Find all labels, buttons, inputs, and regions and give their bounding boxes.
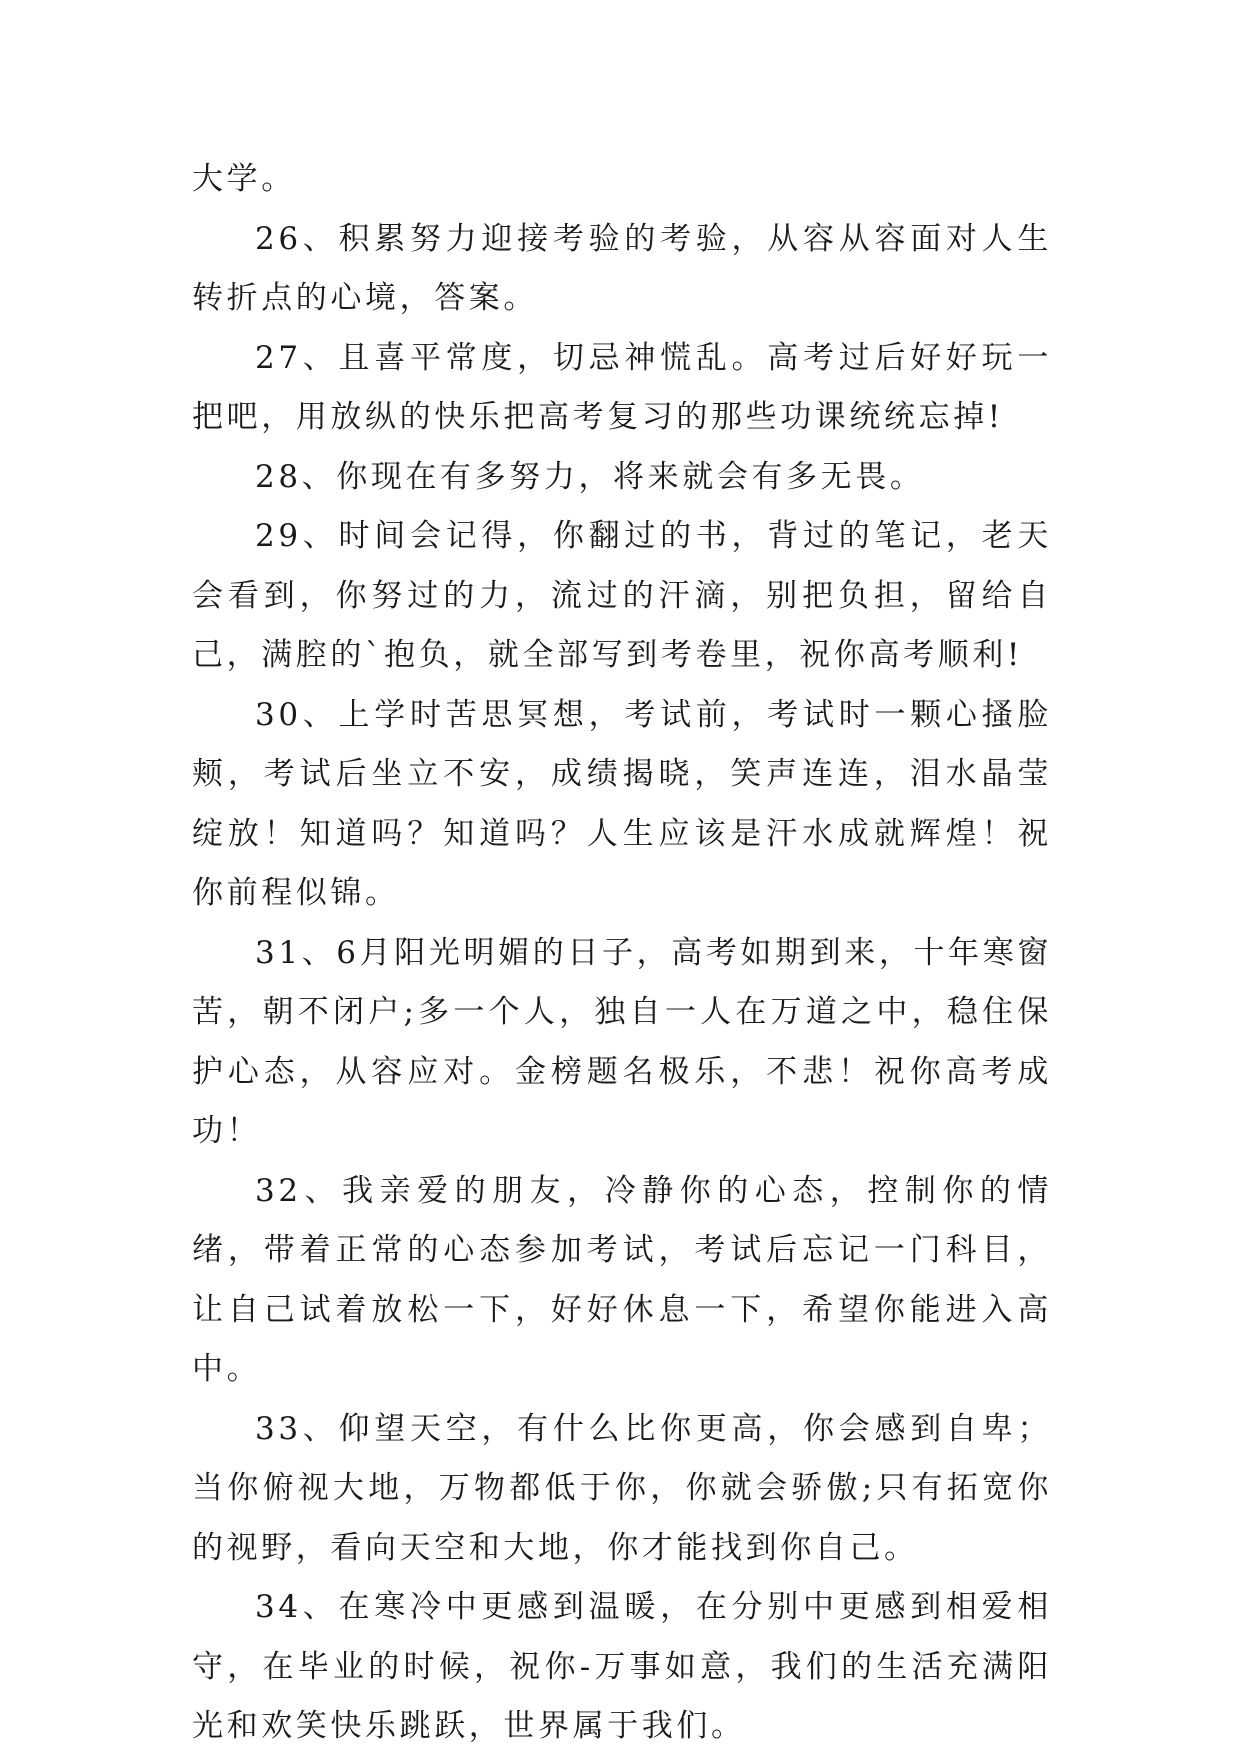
paragraph-item-30: 30、上学时苦思冥想，考试前，考试时一颗心搔脸颊，考试后坐立不安，成绩揭晓，笑声连连，泪水晶莹绽放！知道吗？知道吗？人生应该是汗水成就辉煌！祝你前程似锦。 [192,696,1052,911]
paragraph-item-31: 31、6月阳光明媚的日子，高考如期到来，十年寒窗苦，朝不闭户;多一个人，独自一人在万道之中，稳住保护心态，从容应对。金榜题名极乐，不悲！祝你高考成功！ [192,934,1052,1149]
paragraph-item-34: 34、在寒冷中更感到温暖，在分别中更感到相爱相守，在毕业的时候，祝你-万事如意，我们的生活充满阳光和欢笑快乐跳跃，世界属于我们。 [192,1589,1052,1744]
paragraph-item-28: 28、你现在有多努力，将来就会有多无畏。 [255,458,925,495]
document-body [192,150,1052,1757]
paragraph-continuation: 大学。 [192,161,296,197]
paragraph-item-26: 26、积累努力迎接考验的考验，从容从容面对人生转折点的心境，答案。 [192,220,1052,316]
paragraph-item-29: 29、时间会记得，你翻过的书，背过的笔记，老天会看到，你努过的力，流过的汗滴，别把负担，留给自己，满腔的`抱负，就全部写到考卷里，祝你高考顺利! [192,518,1052,673]
paragraph-item-27: 27、且喜平常度，切忌神慌乱。高考过后好好玩一把吧，用放纵的快乐把高考复习的那些功课统统忘掉! [192,339,1052,435]
paragraph-item-33: 33、仰望天空，有什么比你更高，你会感到自卑；当你俯视大地，万物都低于你，你就会骄傲;只有拓宽你的视野，看向天空和大地，你才能找到你自己。 [192,1410,1052,1566]
paragraph-item-32: 32、我亲爱的朋友，冷静你的心态，控制你的情绪，带着正常的心态参加考试，考试后忘记一门科目，让自己试着放松一下，好好休息一下，希望你能进入高中。 [192,1172,1052,1387]
